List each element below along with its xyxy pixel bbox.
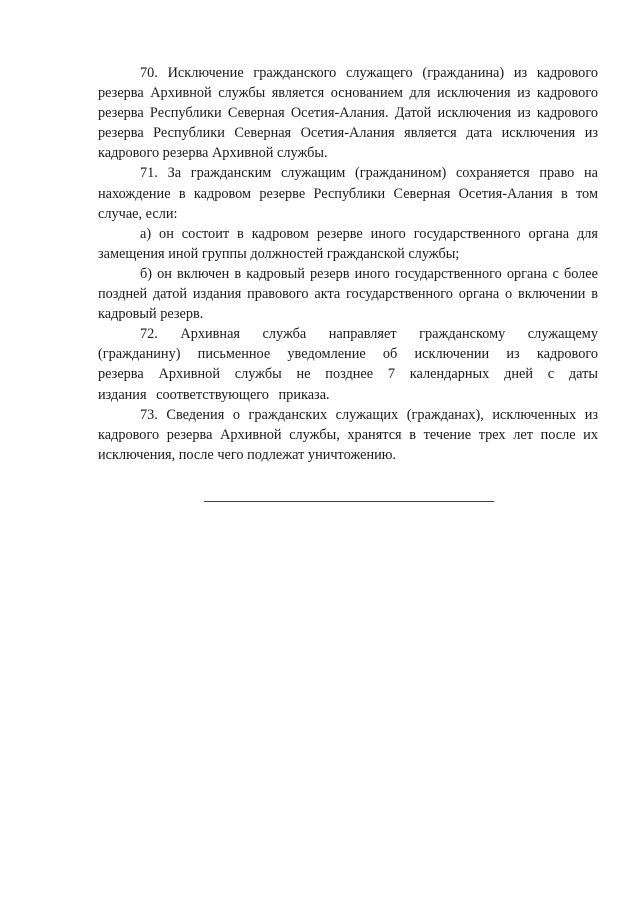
paragraph-71-a: а) он состоит в кадровом резерве иного государственного органа для замещения иной группы должностей гражданской службы; bbox=[98, 225, 598, 262]
paragraph-71: 71. За гражданским служащим (гражданином) сохраняется право на нахождение в кадровом резерве Республики Северная Осетия-Алания в том случае, если: bbox=[98, 165, 598, 222]
paragraph-73: 73. Сведения о гражданских служащих (гражданах), исключенных из кадрового резерва Архивной службы, хранятся в течение трех лет после их исключения, после чего подлежат уничтожению. bbox=[98, 406, 598, 463]
document-body bbox=[98, 63, 598, 465]
paragraph-71-b: б) он включен в кадровый резерв иного государственного органа с более поздней датой издания правового акта государственного органа о включении в кадровый резерв. bbox=[98, 265, 598, 323]
end-divider-line bbox=[204, 501, 494, 502]
paragraph-70: 70. Исключение гражданского служащего (гражданина) из кадрового резерва Архивной службы является основанием для исключения из кадрового резерва Республики Северная Осетия-Алания. Датой исключения из кадрового резерва Республики Северная Осетия-Алания является дата исключения из кадрового резерва Архивной службы. bbox=[98, 65, 598, 162]
paragraph-72: 72. Архивная служба направляет гражданскому служащему (гражданину) письменное уведомление об исключении из кадрового резерва Архивной службы не позднее 7 календарных дней с даты издания соответствующего приказа. bbox=[98, 326, 598, 403]
